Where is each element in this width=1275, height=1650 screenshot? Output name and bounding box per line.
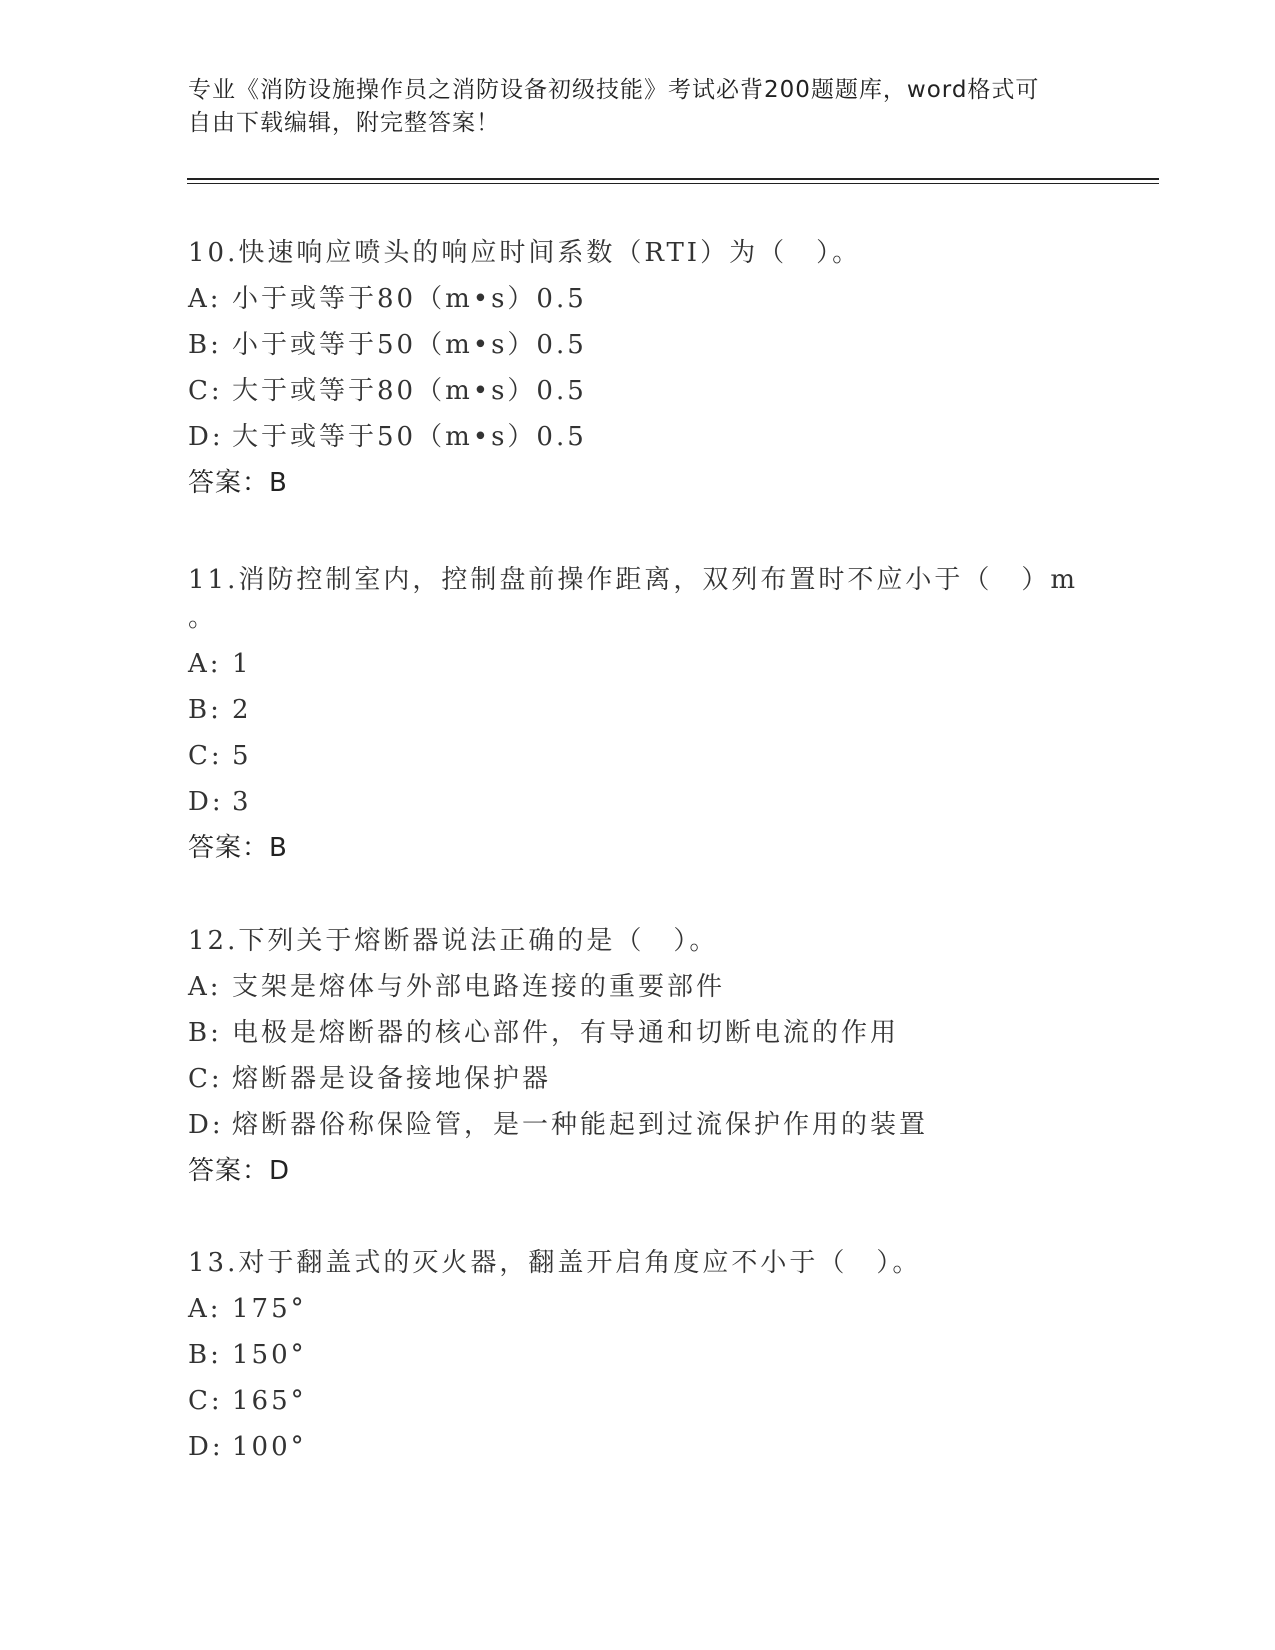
question-stem: 13.对于翻盖式的灭火器，翻盖开启角度应不小于（ ）。 xyxy=(188,1248,922,1278)
option-key: D: xyxy=(188,1432,224,1462)
option-text: 大于或等于80（m•s）0.5 xyxy=(232,376,587,406)
option-key: B: xyxy=(188,330,222,360)
option-text: 100° xyxy=(232,1432,307,1462)
option-text: 150° xyxy=(232,1340,307,1370)
option-b xyxy=(188,1010,1088,1056)
option-b xyxy=(188,1332,1088,1378)
option-key: D: xyxy=(188,1110,224,1140)
answer-label: 答案：B xyxy=(188,468,288,498)
option-text: 熔断器俗称保险管，是一种能起到过流保护作用的装置 xyxy=(232,1110,929,1140)
option-a xyxy=(188,1286,1088,1332)
option-key: B: xyxy=(188,1340,222,1370)
option-key: C: xyxy=(188,376,223,406)
option-d xyxy=(188,1102,1088,1148)
option-key: A: xyxy=(188,284,222,314)
option-c xyxy=(188,368,1088,414)
option-d xyxy=(188,779,1088,825)
answer-label: 答案：B xyxy=(188,833,288,863)
header-line-1: 专业《消防设施操作员之消防设备初级技能》考试必背200题题库，word格式可 xyxy=(188,77,1040,103)
header-divider-bottom xyxy=(187,183,1159,184)
question-11 xyxy=(188,557,1088,871)
option-a xyxy=(188,276,1088,322)
question-stem: 10.快速响应喷头的响应时间系数（RTI）为（ ）。 xyxy=(188,238,862,268)
option-c xyxy=(188,1056,1088,1102)
option-text: 3 xyxy=(232,787,252,817)
option-text: 5 xyxy=(232,741,252,771)
option-text: 1 xyxy=(232,649,252,679)
option-text: 大于或等于50（m•s）0.5 xyxy=(232,422,587,452)
option-text: 熔断器是设备接地保护器 xyxy=(232,1064,552,1094)
option-b xyxy=(188,687,1088,733)
question-12 xyxy=(188,918,1088,1194)
option-a xyxy=(188,964,1088,1010)
option-text: 2 xyxy=(232,695,252,725)
document-header xyxy=(188,74,1068,140)
header-divider-top xyxy=(187,178,1159,180)
option-text: 电极是熔断器的核心部件，有导通和切断电流的作用 xyxy=(232,1018,900,1048)
option-key: B: xyxy=(188,1018,222,1048)
option-key: C: xyxy=(188,741,223,771)
option-text: 小于或等于80（m•s）0.5 xyxy=(232,284,587,314)
question-stem: 11.消防控制室内，控制盘前操作距离，双列布置时不应小于（ ）m xyxy=(188,565,1079,595)
option-a xyxy=(188,641,1088,687)
option-key: A: xyxy=(188,649,222,679)
answer-label: 答案：D xyxy=(188,1156,291,1186)
option-d xyxy=(188,1424,1088,1470)
option-key: A: xyxy=(188,972,222,1002)
option-key: B: xyxy=(188,695,222,725)
question-13 xyxy=(188,1240,1088,1470)
option-c xyxy=(188,1378,1088,1424)
option-d xyxy=(188,414,1088,460)
option-b xyxy=(188,322,1088,368)
question-stem: 12.下列关于熔断器说法正确的是（ ）。 xyxy=(188,926,719,956)
option-key: D: xyxy=(188,422,224,452)
option-key: C: xyxy=(188,1386,223,1416)
question-10 xyxy=(188,230,1088,506)
option-text: 175° xyxy=(232,1294,307,1324)
option-text: 支架是熔体与外部电路连接的重要部件 xyxy=(232,972,726,1002)
option-key: D: xyxy=(188,787,224,817)
option-text: 165° xyxy=(232,1386,307,1416)
option-c xyxy=(188,733,1088,779)
question-stem-continuation: 。 xyxy=(188,603,218,633)
option-key: C: xyxy=(188,1064,223,1094)
header-line-2: 自由下载编辑，附完整答案！ xyxy=(188,110,500,136)
option-key: A: xyxy=(188,1294,222,1324)
option-text: 小于或等于50（m•s）0.5 xyxy=(232,330,587,360)
